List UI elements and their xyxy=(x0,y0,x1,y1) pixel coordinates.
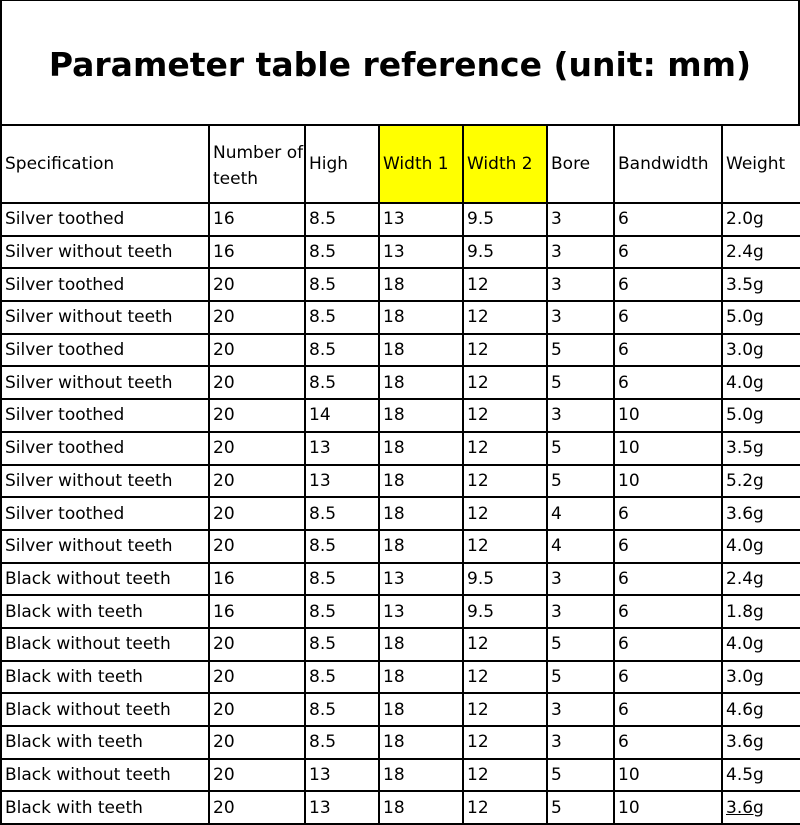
cell-high: 8.5 xyxy=(305,726,379,759)
cell-number-of-teeth: 20 xyxy=(209,530,305,563)
cell-weight: 5.0g xyxy=(722,399,800,432)
cell-specification: Black without teeth xyxy=(1,759,209,792)
table-row xyxy=(1,726,800,759)
cell-specification: Silver toothed xyxy=(1,268,209,301)
table-row xyxy=(1,563,800,596)
cell-width-1: 13 xyxy=(379,236,463,269)
cell-width-2: 12 xyxy=(463,399,547,432)
cell-width-1: 18 xyxy=(379,432,463,465)
cell-weight: 4.5g xyxy=(722,759,800,792)
cell-weight: 2.0g xyxy=(722,203,800,236)
cell-width-2: 9.5 xyxy=(463,236,547,269)
cell-bandwidth: 10 xyxy=(614,759,722,792)
cell-bore: 3 xyxy=(547,595,614,628)
table-row xyxy=(1,693,800,726)
cell-specification: Black with teeth xyxy=(1,791,209,824)
cell-high: 8.5 xyxy=(305,563,379,596)
cell-weight: 3.0g xyxy=(722,334,800,367)
cell-specification: Silver without teeth xyxy=(1,301,209,334)
cell-specification: Black without teeth xyxy=(1,628,209,661)
cell-weight: 4.0g xyxy=(722,628,800,661)
cell-high: 8.5 xyxy=(305,203,379,236)
cell-high: 14 xyxy=(305,399,379,432)
cell-bore: 4 xyxy=(547,530,614,563)
cell-width-1: 18 xyxy=(379,301,463,334)
cell-weight: 3.0g xyxy=(722,661,800,694)
cell-specification: Silver toothed xyxy=(1,497,209,530)
cell-bandwidth: 6 xyxy=(614,268,722,301)
table-row xyxy=(1,530,800,563)
cell-weight: 4.6g xyxy=(722,693,800,726)
cell-bandwidth: 10 xyxy=(614,465,722,498)
header-width-1: Width 1 xyxy=(379,125,463,203)
cell-width-2: 9.5 xyxy=(463,203,547,236)
cell-width-2: 12 xyxy=(463,334,547,367)
cell-width-2: 9.5 xyxy=(463,563,547,596)
cell-number-of-teeth: 20 xyxy=(209,791,305,824)
cell-high: 13 xyxy=(305,432,379,465)
cell-number-of-teeth: 16 xyxy=(209,203,305,236)
cell-bandwidth: 6 xyxy=(614,595,722,628)
cell-bore: 5 xyxy=(547,759,614,792)
cell-width-1: 18 xyxy=(379,366,463,399)
cell-high: 13 xyxy=(305,791,379,824)
cell-bandwidth: 10 xyxy=(614,432,722,465)
header-number-of-teeth: Number of teeth xyxy=(209,125,305,203)
cell-high: 8.5 xyxy=(305,268,379,301)
cell-width-2: 12 xyxy=(463,432,547,465)
cell-width-1: 13 xyxy=(379,563,463,596)
table-row xyxy=(1,334,800,367)
cell-text: 3.6g xyxy=(726,797,764,818)
cell-width-1: 18 xyxy=(379,726,463,759)
cell-weight: 4.0g xyxy=(722,366,800,399)
cell-width-1: 13 xyxy=(379,203,463,236)
cell-bore: 5 xyxy=(547,791,614,824)
cell-bore: 4 xyxy=(547,497,614,530)
cell-specification: Black without teeth xyxy=(1,563,209,596)
cell-number-of-teeth: 16 xyxy=(209,236,305,269)
cell-bore: 5 xyxy=(547,366,614,399)
cell-high: 8.5 xyxy=(305,236,379,269)
cell-bandwidth: 6 xyxy=(614,726,722,759)
table-row xyxy=(1,628,800,661)
header-weight: Weight xyxy=(722,125,800,203)
cell-bore: 3 xyxy=(547,268,614,301)
cell-width-2: 12 xyxy=(463,268,547,301)
cell-bandwidth: 6 xyxy=(614,301,722,334)
cell-high: 8.5 xyxy=(305,595,379,628)
cell-number-of-teeth: 20 xyxy=(209,366,305,399)
cell-specification: Silver toothed xyxy=(1,432,209,465)
cell-specification: Silver without teeth xyxy=(1,530,209,563)
cell-bore: 3 xyxy=(547,203,614,236)
table-row xyxy=(1,268,800,301)
header-specification: Specification xyxy=(1,125,209,203)
cell-width-1: 18 xyxy=(379,399,463,432)
cell-bore: 5 xyxy=(547,334,614,367)
header-high: High xyxy=(305,125,379,203)
table-row xyxy=(1,203,800,236)
cell-bore: 5 xyxy=(547,432,614,465)
cell-bandwidth: 6 xyxy=(614,236,722,269)
cell-number-of-teeth: 20 xyxy=(209,693,305,726)
cell-high: 8.5 xyxy=(305,334,379,367)
cell-weight xyxy=(722,791,800,824)
cell-width-2: 12 xyxy=(463,661,547,694)
table-row xyxy=(1,366,800,399)
header-row xyxy=(1,125,800,203)
cell-specification: Silver without teeth xyxy=(1,465,209,498)
cell-specification: Black with teeth xyxy=(1,595,209,628)
cell-bandwidth: 6 xyxy=(614,497,722,530)
cell-width-2: 12 xyxy=(463,791,547,824)
cell-number-of-teeth: 20 xyxy=(209,334,305,367)
header-width-2: Width 2 xyxy=(463,125,547,203)
cell-weight: 3.5g xyxy=(722,432,800,465)
cell-width-2: 12 xyxy=(463,628,547,661)
cell-width-1: 18 xyxy=(379,465,463,498)
cell-high: 13 xyxy=(305,465,379,498)
cell-specification: Silver toothed xyxy=(1,399,209,432)
cell-bore: 5 xyxy=(547,628,614,661)
cell-specification: Silver without teeth xyxy=(1,236,209,269)
cell-bandwidth: 6 xyxy=(614,661,722,694)
cell-width-2: 12 xyxy=(463,465,547,498)
cell-weight: 5.0g xyxy=(722,301,800,334)
cell-weight: 3.6g xyxy=(722,497,800,530)
cell-width-1: 18 xyxy=(379,759,463,792)
table-row xyxy=(1,791,800,824)
cell-width-1: 18 xyxy=(379,628,463,661)
cell-weight: 3.6g xyxy=(722,726,800,759)
cell-width-1: 18 xyxy=(379,334,463,367)
cell-width-1: 18 xyxy=(379,791,463,824)
cell-bandwidth: 6 xyxy=(614,530,722,563)
cell-bandwidth: 6 xyxy=(614,334,722,367)
title-cell xyxy=(0,0,800,125)
cell-bore: 3 xyxy=(547,726,614,759)
cell-weight: 5.2g xyxy=(722,465,800,498)
cell-number-of-teeth: 20 xyxy=(209,497,305,530)
cell-high: 13 xyxy=(305,759,379,792)
cell-bandwidth: 6 xyxy=(614,563,722,596)
cell-high: 8.5 xyxy=(305,497,379,530)
table-row xyxy=(1,759,800,792)
cell-bandwidth: 6 xyxy=(614,366,722,399)
cell-width-2: 12 xyxy=(463,497,547,530)
cell-bandwidth: 10 xyxy=(614,791,722,824)
cell-specification: Black with teeth xyxy=(1,661,209,694)
cell-number-of-teeth: 20 xyxy=(209,432,305,465)
cell-bandwidth: 6 xyxy=(614,693,722,726)
cell-bore: 3 xyxy=(547,693,614,726)
cell-specification: Silver without teeth xyxy=(1,366,209,399)
cell-bore: 3 xyxy=(547,563,614,596)
table-row xyxy=(1,236,800,269)
table-row xyxy=(1,301,800,334)
cell-high: 8.5 xyxy=(305,693,379,726)
cell-number-of-teeth: 20 xyxy=(209,465,305,498)
cell-specification: Black with teeth xyxy=(1,726,209,759)
cell-specification: Silver toothed xyxy=(1,334,209,367)
cell-bore: 3 xyxy=(547,236,614,269)
cell-specification: Black without teeth xyxy=(1,693,209,726)
table-row xyxy=(1,399,800,432)
cell-width-2: 12 xyxy=(463,530,547,563)
cell-width-1: 18 xyxy=(379,661,463,694)
parameter-table xyxy=(0,124,800,825)
cell-bandwidth: 6 xyxy=(614,628,722,661)
cell-number-of-teeth: 16 xyxy=(209,595,305,628)
cell-width-2: 9.5 xyxy=(463,595,547,628)
cell-high: 8.5 xyxy=(305,661,379,694)
cell-number-of-teeth: 20 xyxy=(209,726,305,759)
cell-width-1: 18 xyxy=(379,268,463,301)
cell-number-of-teeth: 20 xyxy=(209,399,305,432)
table-row xyxy=(1,432,800,465)
cell-number-of-teeth: 16 xyxy=(209,563,305,596)
cell-bore: 3 xyxy=(547,301,614,334)
table-row xyxy=(1,661,800,694)
cell-bandwidth: 10 xyxy=(614,399,722,432)
cell-width-2: 12 xyxy=(463,301,547,334)
cell-high: 8.5 xyxy=(305,530,379,563)
cell-width-2: 12 xyxy=(463,726,547,759)
cell-width-1: 18 xyxy=(379,530,463,563)
cell-bore: 5 xyxy=(547,465,614,498)
cell-number-of-teeth: 20 xyxy=(209,759,305,792)
cell-high: 8.5 xyxy=(305,301,379,334)
cell-width-1: 18 xyxy=(379,693,463,726)
cell-weight: 1.8g xyxy=(722,595,800,628)
cell-bore: 5 xyxy=(547,661,614,694)
cell-weight: 4.0g xyxy=(722,530,800,563)
cell-bore: 3 xyxy=(547,399,614,432)
cell-number-of-teeth: 20 xyxy=(209,661,305,694)
cell-number-of-teeth: 20 xyxy=(209,301,305,334)
page-title: Parameter table reference (unit: mm) xyxy=(48,44,752,84)
cell-width-2: 12 xyxy=(463,366,547,399)
cell-width-1: 18 xyxy=(379,497,463,530)
cell-width-1: 13 xyxy=(379,595,463,628)
cell-weight: 2.4g xyxy=(722,236,800,269)
cell-weight: 2.4g xyxy=(722,563,800,596)
table-body xyxy=(1,203,800,824)
header-bandwidth: Bandwidth xyxy=(614,125,722,203)
cell-width-2: 12 xyxy=(463,759,547,792)
cell-width-2: 12 xyxy=(463,693,547,726)
table-row xyxy=(1,497,800,530)
table-row xyxy=(1,595,800,628)
cell-number-of-teeth: 20 xyxy=(209,628,305,661)
cell-weight: 3.5g xyxy=(722,268,800,301)
cell-high: 8.5 xyxy=(305,366,379,399)
cell-high: 8.5 xyxy=(305,628,379,661)
cell-number-of-teeth: 20 xyxy=(209,268,305,301)
cell-specification: Silver toothed xyxy=(1,203,209,236)
table-row xyxy=(1,465,800,498)
cell-bandwidth: 6 xyxy=(614,203,722,236)
header-bore: Bore xyxy=(547,125,614,203)
